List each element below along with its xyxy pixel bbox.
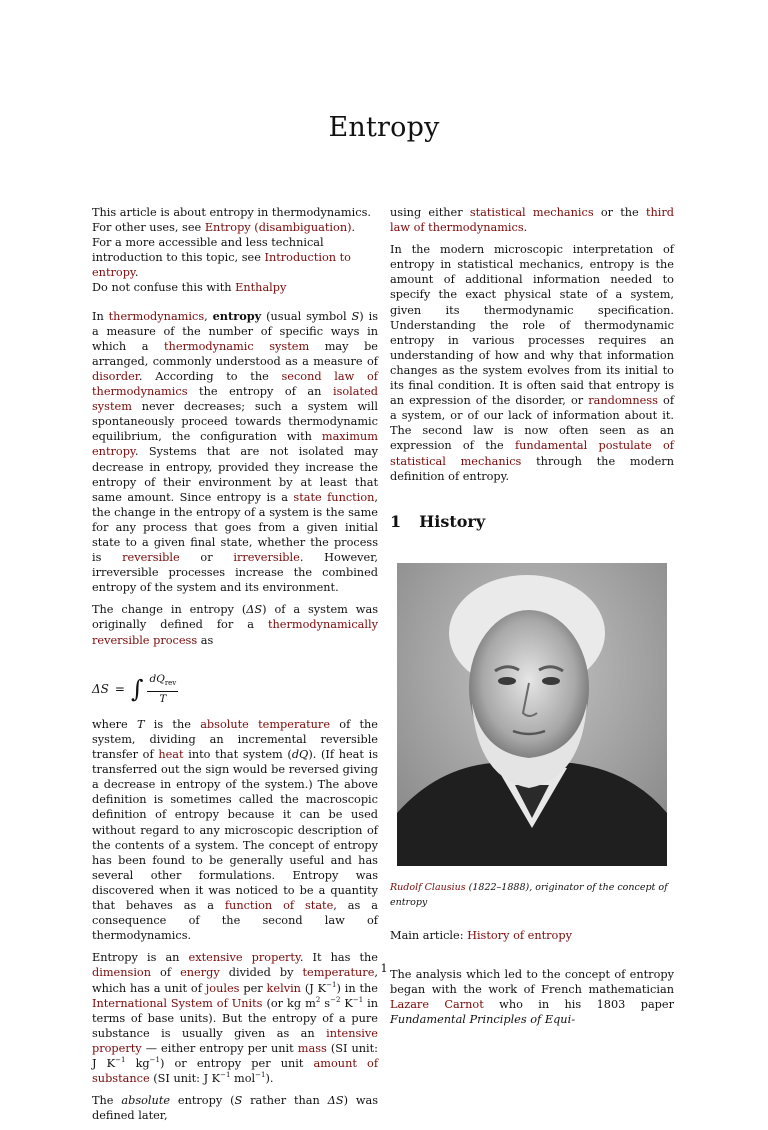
link-mass[interactable]: mass xyxy=(297,1041,327,1055)
text: (J K xyxy=(300,981,327,995)
link-temperature[interactable]: temperature xyxy=(302,966,375,980)
portrait-image xyxy=(397,563,667,866)
superscript: −1 xyxy=(115,1056,126,1065)
hatnote-disambiguation xyxy=(92,205,378,235)
text: into that system ( xyxy=(183,748,292,762)
text: ). (If heat is transferred out the sign would be reversed giving a decrease in entropy of the system.) The above definition is sometimes called the macroscopic definition of entropy because it can be used without regard to any microscopic description of the contents of a system. The concept of entropy has been found to be generally useful and has several other formulations. Entropy was discovered when it was noticed to be a quantity that behaves as a xyxy=(92,748,378,913)
hatnote-text: . xyxy=(134,266,139,280)
section-title: History xyxy=(419,511,486,531)
formula-equals: = xyxy=(114,681,125,696)
formula-numerator xyxy=(147,672,178,692)
text: (SI unit: J K xyxy=(149,1072,221,1086)
link-function-of-state[interactable]: function of state xyxy=(224,899,334,913)
hatnote-introduction xyxy=(92,235,378,280)
text: or xyxy=(179,551,234,565)
text: in terms of base units). But the entropy of a pure substance is usually given as an xyxy=(92,996,379,1040)
text: K xyxy=(340,996,353,1010)
text: , the change in the entropy of a system is the same for any process that goes from a given initial state to a given final state, whether the process is xyxy=(92,490,378,565)
link-introduction-to-entropy[interactable]: Introduction to entropy xyxy=(92,251,351,280)
text: divided by xyxy=(219,966,303,980)
text: , as a consequence of the second law of thermodynamics. xyxy=(92,899,378,943)
superscript: −1 xyxy=(220,1071,231,1080)
link-intensive-property[interactable]: intensive property xyxy=(92,1026,378,1055)
hatnote-text: This article is about entropy in thermodynamics. For other uses, see xyxy=(92,206,371,235)
text: ) is a measure of the number of specific ways in which a xyxy=(92,309,378,353)
text: s xyxy=(320,996,331,1010)
text: The xyxy=(92,1094,122,1108)
link-state-function[interactable]: state function xyxy=(293,490,375,504)
symbol: ΔS xyxy=(246,603,263,617)
text: , which has a unit of xyxy=(92,966,378,995)
entropy-formula xyxy=(92,672,378,707)
portrait-photo xyxy=(397,563,667,866)
text: using either xyxy=(390,206,470,219)
link-isolated-system[interactable]: isolated system xyxy=(92,385,378,414)
link-joules[interactable]: joules xyxy=(205,981,240,995)
page-number: 1 xyxy=(380,961,388,975)
text: ) in the xyxy=(336,981,378,995)
link-dimension[interactable]: dimension xyxy=(92,966,152,980)
text: . According to the xyxy=(138,369,282,383)
symbol: ΔS xyxy=(327,1094,344,1108)
link-si-units[interactable]: International System of Units xyxy=(92,996,263,1010)
link-extensive-property[interactable]: extensive property xyxy=(188,951,300,965)
text: is the xyxy=(144,717,201,731)
text: The change in entropy ( xyxy=(92,603,247,617)
link-energy[interactable]: energy xyxy=(180,966,220,980)
link-thermodynamic-system[interactable]: thermodynamic system xyxy=(164,339,310,353)
left-column xyxy=(92,205,378,1130)
symbol: S xyxy=(351,309,360,323)
text: entropy ( xyxy=(170,1094,235,1108)
superscript: −1 xyxy=(326,980,337,989)
text: In the modern microscopic interpretation of entropy in statistical mechanics, entropy is the amount of additional information needed to specify the exact physical state of a system, given its thermodynamic specification. Understanding the role of thermodynamic entropy in various processes requires an understanding of how and why that information changes as the system evolves from its initial to its final condition. It is often said that entropy is an expression of the disorder, or xyxy=(390,243,674,408)
hatnotes xyxy=(92,205,378,296)
text: of the system, dividing an incremental reversible transfer of xyxy=(92,717,378,762)
link-randomness[interactable]: randomness xyxy=(588,394,658,408)
text: The analysis which led to the concept of entropy began with the work of French mathematician xyxy=(390,967,674,996)
text: , xyxy=(204,309,213,323)
text: of a system, or of our lack of information about it. The second law is now often seen as an expression of the xyxy=(390,394,674,453)
text: . xyxy=(523,221,528,235)
text: the entropy of an xyxy=(187,385,333,399)
paragraph-continued xyxy=(390,205,674,235)
link-disorder[interactable]: disorder xyxy=(92,369,139,383)
main-article-note xyxy=(390,928,674,943)
figure-caption xyxy=(390,880,674,910)
hatnote-text: . xyxy=(351,221,356,235)
page-title: Entropy xyxy=(328,112,440,143)
text: . However, irreversible processes increase the combined entropy of the system and its environment. xyxy=(92,551,378,595)
text: . Systems that are not isolated may decrease in entropy, provided they increase the entropy of their environment by at least that same amount. Since entropy is a xyxy=(92,445,378,504)
link-maximum-entropy[interactable]: maximum entropy xyxy=(92,430,378,459)
link-statistical-mechanics[interactable]: statistical mechanics xyxy=(469,206,594,219)
paragraph-where-t xyxy=(92,717,378,943)
link-thermodynamics[interactable]: thermodynamics xyxy=(108,309,205,323)
link-reversible-process[interactable]: thermodynamically reversible process xyxy=(92,618,378,647)
symbol: dQ xyxy=(291,748,309,762)
text: may be arranged, commonly understood as a measure of xyxy=(92,339,378,368)
section-number: 1 xyxy=(390,511,402,531)
term-entropy: entropy xyxy=(212,308,262,323)
emphasis: Fundamental Principles of Equi- xyxy=(390,1013,576,1027)
numerator-subscript: rev xyxy=(164,678,177,687)
paragraph-intro xyxy=(92,309,378,596)
link-amount-of-substance[interactable]: amount of substance xyxy=(92,1056,378,1086)
link-heat[interactable]: heat xyxy=(158,748,184,762)
text: through the modern definition of entropy. xyxy=(390,454,674,483)
text: Entropy is an xyxy=(92,951,189,965)
text: In xyxy=(92,309,109,323)
link-third-law[interactable]: third law of thermodynamics xyxy=(390,206,674,235)
formula-fraction xyxy=(147,672,178,707)
emphasis: absolute xyxy=(121,1094,171,1108)
superscript: −1 xyxy=(149,1056,160,1065)
superscript: −1 xyxy=(352,995,364,1004)
link-entropy-disambiguation[interactable]: Entropy (disambiguation) xyxy=(204,221,352,235)
formula-lhs: ΔS xyxy=(92,681,109,696)
link-history-of-entropy[interactable]: History of entropy xyxy=(467,928,572,942)
link-rudolf-clausius[interactable]: Rudolf Clausius xyxy=(390,881,466,893)
text: or the xyxy=(593,206,646,219)
paragraph-change-in-entropy xyxy=(92,602,378,647)
link-reversible[interactable]: reversible xyxy=(122,551,180,565)
text: — either entropy per unit xyxy=(141,1041,298,1055)
text: . It has the xyxy=(299,951,378,965)
paragraph-absolute xyxy=(92,1093,378,1123)
symbol: S xyxy=(234,1094,243,1108)
main-article-label: Main article: xyxy=(390,928,468,942)
text: (usual symbol xyxy=(261,309,352,323)
link-kelvin[interactable]: kelvin xyxy=(266,981,301,995)
hatnote-text: Do not confuse this with xyxy=(92,281,236,295)
paragraph-history xyxy=(390,967,674,1027)
symbol: T xyxy=(136,717,145,731)
formula-denominator: T xyxy=(159,692,167,705)
text: ) or entropy per unit xyxy=(159,1056,314,1070)
text: rather than xyxy=(242,1094,328,1108)
text: ) was defined later, xyxy=(92,1094,379,1123)
link-second-law[interactable]: second law of thermodynamics xyxy=(92,369,378,399)
text: of xyxy=(151,966,181,980)
text: never decreases; such a system will spontaneously proceed towards thermodynamic equilibrium, the configuration with xyxy=(92,400,378,444)
superscript: 2 xyxy=(315,995,321,1004)
right-column xyxy=(390,205,674,1034)
text: ). xyxy=(265,1072,274,1086)
text: mol xyxy=(230,1072,256,1086)
link-lazare-carnot[interactable]: Lazare Carnot xyxy=(390,998,484,1012)
link-fundamental-postulate[interactable]: fundamental postulate of statistical mechanics xyxy=(390,439,674,468)
link-enthalpy[interactable]: Enthalpy xyxy=(235,281,287,295)
text: where xyxy=(92,717,137,731)
superscript: −2 xyxy=(330,995,341,1004)
link-irreversible[interactable]: irreversible xyxy=(233,551,300,565)
text: per xyxy=(239,981,267,995)
superscript: −1 xyxy=(255,1071,266,1080)
hatnote-text: For a more accessible and less technical introduction to this topic, see xyxy=(92,236,324,265)
integral-sign: ∫ xyxy=(130,675,144,704)
text: ) of a system was originally defined for a xyxy=(92,603,378,632)
text: (SI unit: J K xyxy=(92,1041,378,1070)
paragraph-microscopic xyxy=(390,242,674,484)
hatnote-enthalpy xyxy=(92,280,378,295)
link-absolute-temperature[interactable]: absolute temperature xyxy=(200,717,331,731)
section-heading-history xyxy=(390,511,674,531)
text: kg xyxy=(125,1056,150,1070)
caption-text: (1822–1888), originator of the concept of entropy xyxy=(390,881,668,908)
numerator-text: dQ xyxy=(149,672,165,685)
text: (or kg m xyxy=(262,996,316,1010)
text: as xyxy=(197,633,214,647)
text: who in his 1803 paper xyxy=(483,998,674,1012)
